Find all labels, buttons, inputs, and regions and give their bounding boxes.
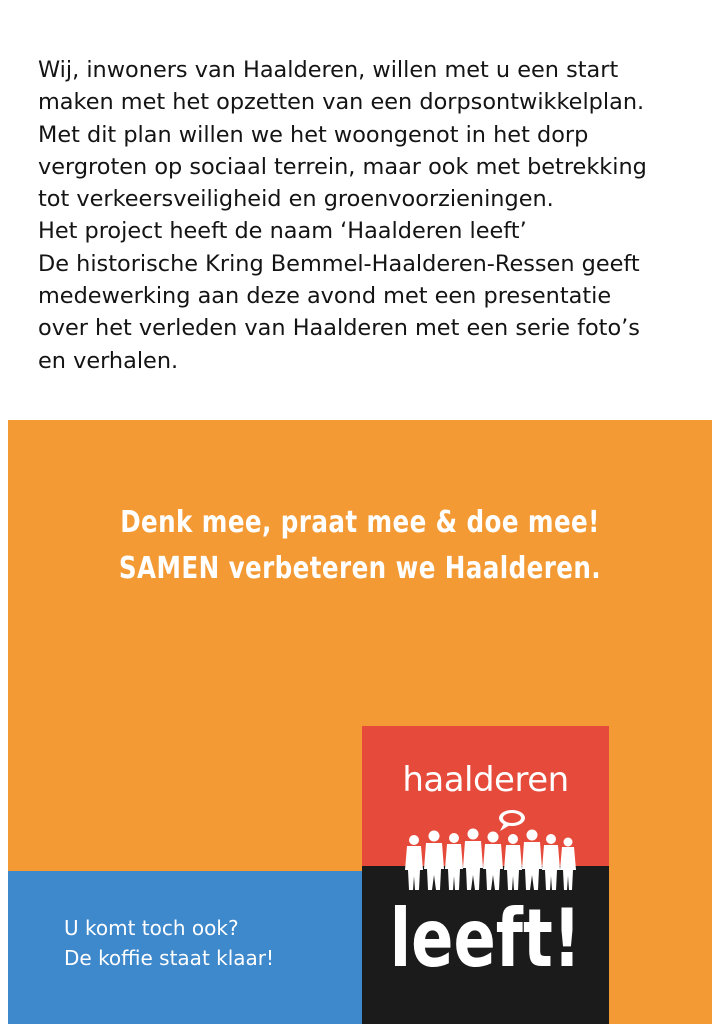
- intro-line: Het project heeft de naam ‘Haalderen leeft’: [38, 218, 527, 245]
- invite-line-2: De koffie staat klaar!: [64, 946, 275, 970]
- slogan-line-1: Denk mee, praat mee & doe mee!: [120, 505, 600, 540]
- slogan: [71, 500, 648, 592]
- invite-line-1: U komt toch ook?: [64, 916, 239, 940]
- intro-line: De historische Kring Bemmel-Haalderen-Ressen geeft: [38, 250, 640, 277]
- invite-band: [8, 871, 394, 1024]
- slogan-line-2: SAMEN verbeteren we Haalderen.: [118, 551, 602, 586]
- invite-text: [64, 913, 274, 973]
- intro-line: tot verkeersveiligheid en groenvoorzieningen.: [38, 186, 554, 213]
- intro-text: [38, 54, 698, 377]
- haalderen-leeft-logo: [362, 726, 609, 1024]
- intro-line: Wij, inwoners van Haalderen, willen met u een start: [38, 57, 619, 83]
- logo-word-haalderen: haalderen: [402, 760, 569, 800]
- intro-line: en verhalen.: [38, 347, 179, 374]
- intro-line: over het verleden van Haalderen met een serie foto’s: [38, 315, 640, 342]
- intro-line: vergroten op sociaal terrein, maar ook met betrekking: [38, 153, 647, 180]
- crowd-silhouette-icon: [400, 808, 580, 890]
- logo-word-leeft: leeft!: [389, 892, 582, 985]
- orange-flyer-panel: [8, 420, 712, 1024]
- intro-line: maken met het opzetten van een dorpsontwikkelplan.: [38, 89, 645, 116]
- intro-line: Met dit plan willen we het woongenot in het dorp: [38, 121, 589, 148]
- intro-line: medewerking aan deze avond met een presentatie: [38, 283, 612, 310]
